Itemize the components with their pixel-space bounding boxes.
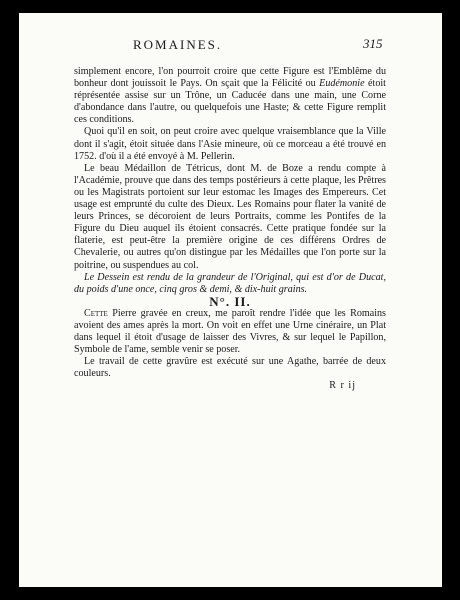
paragraph-1-text: simplement encore, l'on pourroit croire que cette Figure est l'Emblême du bonheur dont jouissoit le Pays. On sçait que la Félicité ou bbox=[74, 66, 386, 90]
paragraph-3: Le beau Médaillon de Tétricus, dont M. de Boze a rendu compte à l'Académie, prouve que dans des temps postérieurs à cette plaque, les Prêtres ou les Magistrats portoient sur leur estomac les Images des Empereurs. Cet usage est emprunté du culte des Dieux. Les Romains pour flater la vanité de leurs Princes, se décoroient de leurs Portraits, comme les Pontifes de la Figure du Dieu auquel ils étoient consacrés. Cette pratique fondée sur la flaterie, est peut-être la première origine de ces différens Ordres de Chevalerie, ou autres qu'on distingue par les Médailles que l'on porte sur la poitrine, ou suspendues au col. bbox=[74, 162, 386, 271]
signature-mark: R r ij bbox=[329, 380, 356, 392]
paragraph-1-rest: étoit réprésentée assise sur un Trône, un Caducée dans une main, une Corne d'abondance dans l'autre, ou quelquefois une Haste; & cette Figure remplit ces conditions. bbox=[74, 78, 386, 126]
body-text bbox=[74, 66, 386, 393]
running-head: ROMAINES. bbox=[133, 37, 223, 52]
paragraph-4-lead: Cette bbox=[84, 307, 108, 319]
figure-caption: Le Dessein est rendu de la grandeur de l'Original, qui est d'or de Ducat, du poids d'une once, cinq gros & demi, & dix-huit grains. bbox=[74, 271, 386, 295]
page-number: 315 bbox=[363, 36, 383, 51]
paragraph-4-text: Pierre gravée en creux, me paroît rendre l'idée que les Romains avoient des ames après la mort. On voit en effet une Urne cinéraire, un Plat dans lequel il étoit d'usage de laisser des Vivres, & sur lequel le Papillon, Symbole de l'ame, semble venir se poser. bbox=[74, 307, 386, 356]
paragraph-4 bbox=[74, 308, 386, 356]
paragraph-5: Le travail de cette gravûre est exécuté sur une Agathe, barrée de deux couleurs. bbox=[74, 356, 386, 380]
paragraph-1-italic: Eudémonie bbox=[319, 78, 365, 90]
paragraph-1 bbox=[74, 66, 386, 126]
section-title: N°. II. bbox=[209, 293, 251, 309]
paragraph-2: Quoi qu'il en soit, on peut croire avec quelque vraisemblance que la Ville dont il s'agit, étoit située dans l'Asie mineure, où ce morceau a été trouvé en 1752. d'où il a été envoyé à M. Pellerin. bbox=[74, 126, 386, 162]
